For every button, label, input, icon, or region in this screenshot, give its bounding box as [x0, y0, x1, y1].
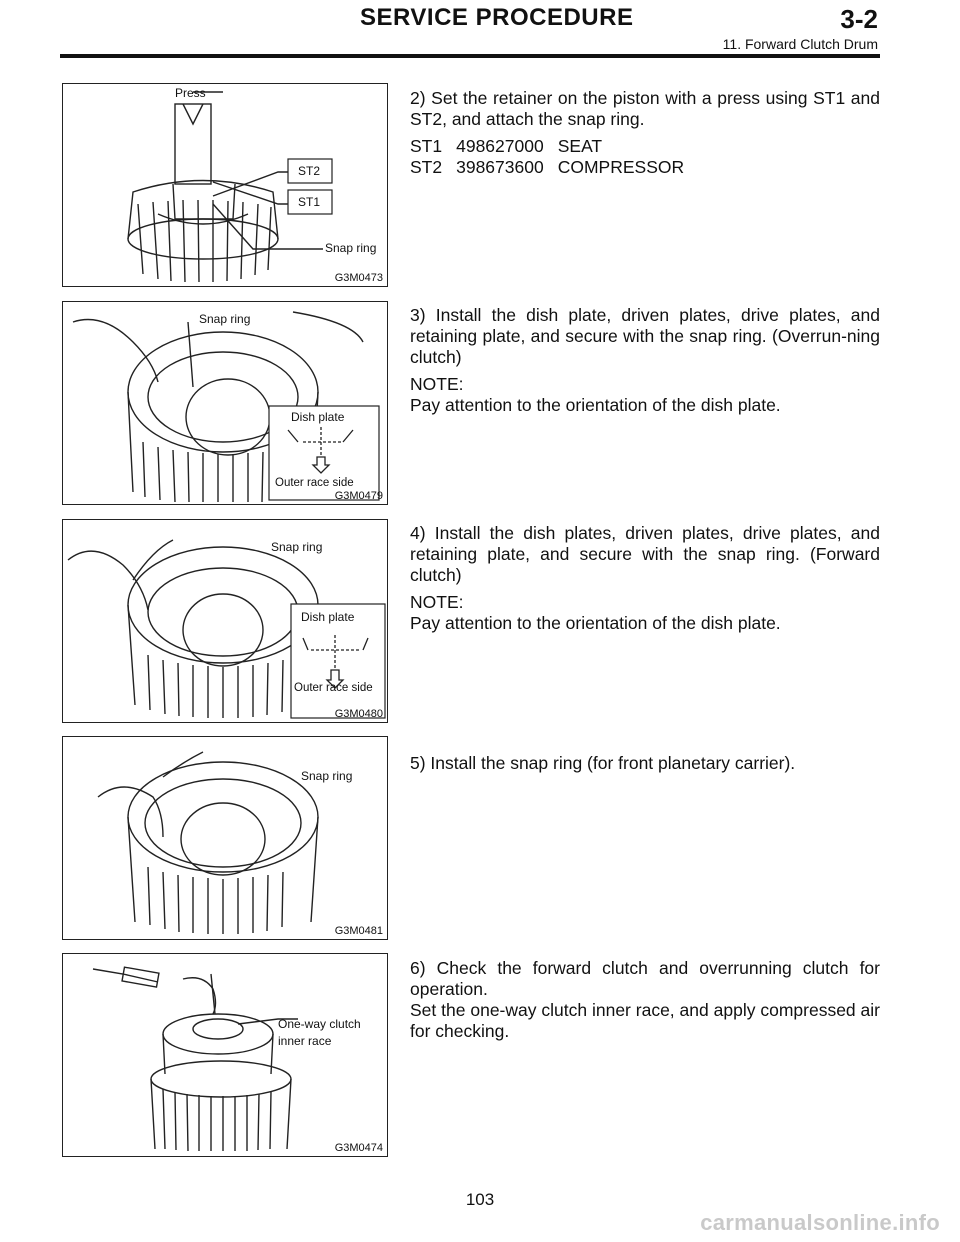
note-label: NOTE:: [410, 374, 464, 394]
snap-ring-illustration: [63, 737, 387, 939]
figure-code: G3M0479: [334, 490, 383, 502]
figure-one-way-clutch-check: [62, 953, 388, 1157]
watermark: carmanualsonline.info: [700, 1210, 940, 1235]
step-6: [410, 958, 880, 1042]
note-label: NOTE:: [410, 592, 464, 612]
figure-forward-clutch: [62, 519, 388, 723]
figure-code: G3M0473: [334, 272, 383, 284]
step-3-text: 3) Install the dish plate, driven plates, drive plates, and retaining plate, and secure with the snap ring. (Overrun-ning clutch): [410, 305, 880, 367]
label-outer-race-side: Outer race side: [275, 477, 354, 489]
header-rule: [60, 54, 880, 58]
figure-press-retainer: [62, 83, 388, 287]
step-6-text-2: Set the one-way clutch inner race, and apply compressed air for checking.: [410, 1000, 880, 1041]
spec-number: 398673600: [456, 157, 544, 177]
step-5-text: 5) Install the snap ring (for front planetary carrier).: [410, 753, 796, 773]
spec-row-st1: [410, 136, 880, 157]
section-code: 3-2: [840, 4, 878, 34]
label-snap-ring: Snap ring: [325, 241, 377, 255]
step-5: [410, 753, 880, 780]
air-check-illustration: [63, 954, 387, 1156]
step-2: [410, 88, 880, 178]
label-snap-ring: Snap ring: [199, 312, 251, 326]
step-4-text: 4) Install the dish plates, driven plates, drive plates, and retaining plate, and secure with the snap ring. (Forward clutch): [410, 523, 880, 585]
label-st2: ST2: [298, 164, 321, 178]
spec-tool: ST2: [410, 157, 443, 177]
step-4: [410, 523, 880, 634]
label-inner-race: inner race: [278, 1034, 332, 1048]
label-snap-ring: Snap ring: [301, 769, 353, 783]
note-text: Pay attention to the orientation of the dish plate.: [410, 613, 781, 633]
section-subtitle: 11. Forward Clutch Drum: [722, 36, 878, 52]
step-3: [410, 305, 880, 416]
step-6-text: 6) Check the forward clutch and overrunning clutch for operation.: [410, 958, 880, 999]
label-one-way-clutch: One-way clutch: [278, 1017, 361, 1031]
spec-row-st2: [410, 157, 880, 178]
label-dish-plate: Dish plate: [291, 410, 345, 424]
step-2-text: 2) Set the retainer on the piston with a press using ST1 and ST2, and attach the snap ring.: [410, 88, 880, 129]
figure-code: G3M0474: [334, 1142, 383, 1154]
overrunning-clutch-illustration: [63, 302, 387, 504]
label-snap-ring: Snap ring: [271, 540, 323, 554]
page-number: 103: [465, 1190, 495, 1209]
figure-code: G3M0481: [334, 925, 383, 937]
spec-number: 498627000: [456, 136, 544, 156]
label-press: Press: [175, 86, 206, 100]
figure-overrunning-clutch: [62, 301, 388, 505]
label-dish-plate: Dish plate: [301, 610, 355, 624]
spec-tool: ST1: [410, 136, 443, 156]
spec-name: COMPRESSOR: [557, 157, 685, 177]
label-outer-race-side: Outer race side: [294, 682, 373, 694]
press-illustration: [63, 84, 387, 286]
figure-code: G3M0480: [334, 708, 383, 720]
label-st1: ST1: [298, 195, 321, 209]
figure-front-planetary-snap-ring: [62, 736, 388, 940]
note-text: Pay attention to the orientation of the dish plate.: [410, 395, 781, 415]
spec-name: SEAT: [557, 136, 603, 156]
section-title: SERVICE PROCEDURE: [360, 4, 634, 31]
